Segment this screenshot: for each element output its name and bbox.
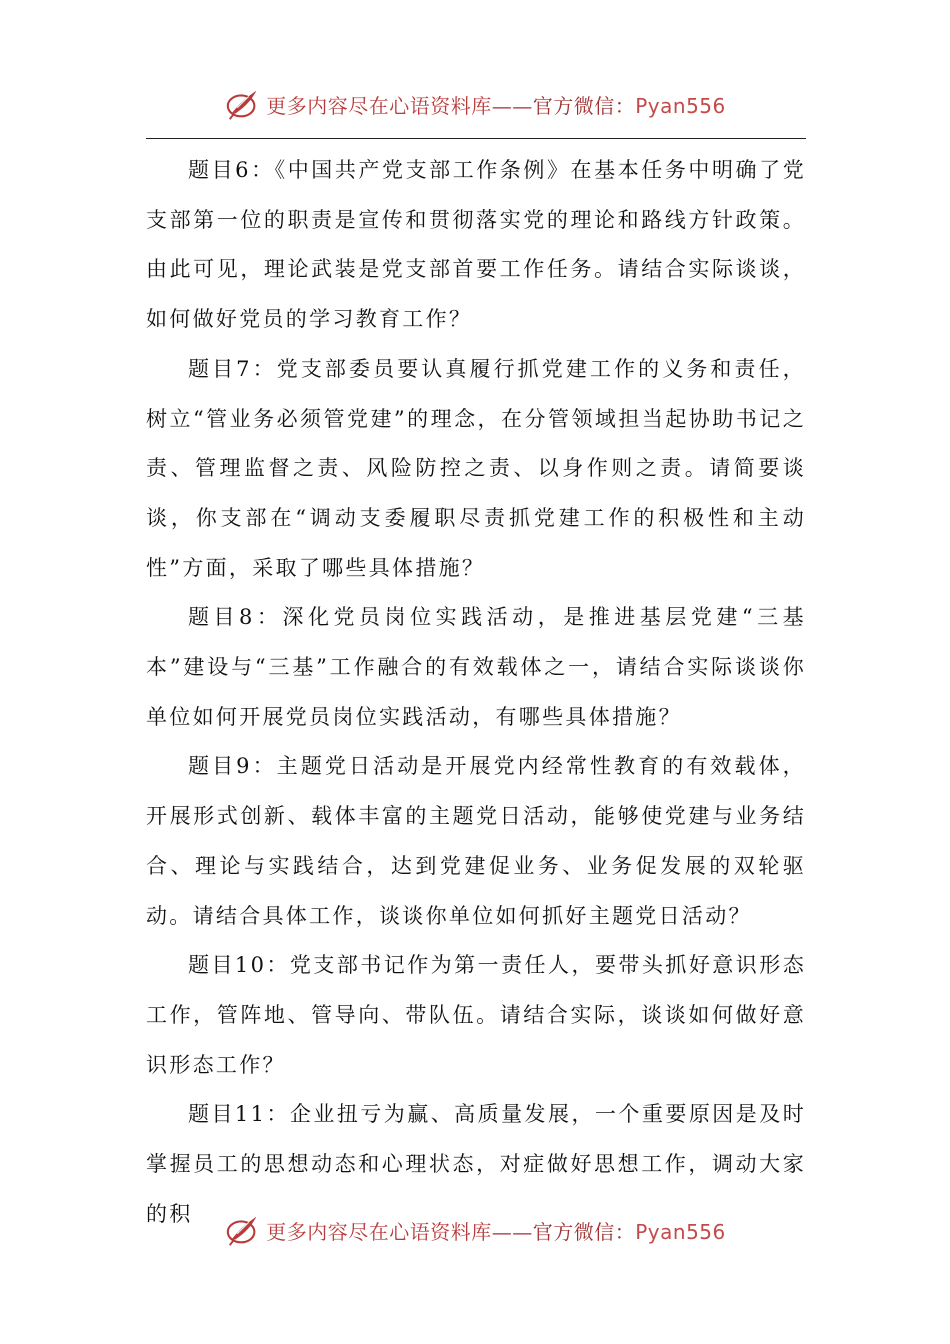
question-paragraph: 题目6：《中国共产党支部工作条例》在基本任务中明确了党支部第一位的职责是宣传和贯彻落实党的理论和路线方针政策。由此可见，理论武装是党支部首要工作任务。请结合实际谈谈，如何做好党员的学习教育工作？ <box>146 158 806 332</box>
quill-pen-logo-icon <box>224 85 262 123</box>
question-paragraph: 题目9：主题党日活动是开展党内经常性教育的有效载体，开展形式创新、载体丰富的主题党日活动，能够使党建与业务结合、理论与实践结合，达到党建促业务、业务促发展的双轮驱动。请结合具体工作，谈谈你单位如何抓好主题党日活动？ <box>146 754 806 928</box>
footer-separator: —— <box>491 1219 533 1244</box>
header-text <box>266 90 726 119</box>
header-wechat-id: Pyan556 <box>635 93 726 118</box>
document-body <box>146 146 806 1239</box>
header-separator: —— <box>491 93 533 118</box>
header-site-text: 更多内容尽在心语资料库 <box>266 93 492 118</box>
question-paragraph: 题目10：党支部书记作为第一责任人，要带头抓好意识形态工作，管阵地、管导向、带队伍。请结合实际，谈谈如何做好意识形态工作？ <box>146 953 806 1077</box>
footer-banner <box>0 1208 950 1252</box>
quill-pen-logo-icon <box>224 1211 262 1249</box>
footer-text <box>266 1216 726 1245</box>
header-banner <box>0 82 950 126</box>
question-paragraph: 题目11：企业扭亏为赢、高质量发展，一个重要原因是及时掌握员工的思想动态和心理状态，对症做好思想工作，调动大家的积 <box>146 1102 806 1226</box>
footer-wechat-id: Pyan556 <box>635 1219 726 1244</box>
footer-site-text: 更多内容尽在心语资料库 <box>266 1219 492 1244</box>
question-paragraph: 题目7：党支部委员要认真履行抓党建工作的义务和责任，树立“管业务必须管党建”的理念，在分管领域担当起协助书记之责、管理监督之责、风险防控之责、以身作则之责。请简要谈谈，你支部在“调动支委履职尽责抓党建工作的积极性和主动性”方面，采取了哪些具体措施？ <box>146 356 806 580</box>
header-label: 官方微信： <box>532 93 636 118</box>
footer-label: 官方微信： <box>532 1219 636 1244</box>
question-paragraph: 题目8：深化党员岗位实践活动，是推进基层党建“三基本”建设与“三基”工作融合的有效载体之一，请结合实际谈谈你单位如何开展党员岗位实践活动，有哪些具体措施？ <box>146 605 806 729</box>
header-divider <box>146 138 806 139</box>
